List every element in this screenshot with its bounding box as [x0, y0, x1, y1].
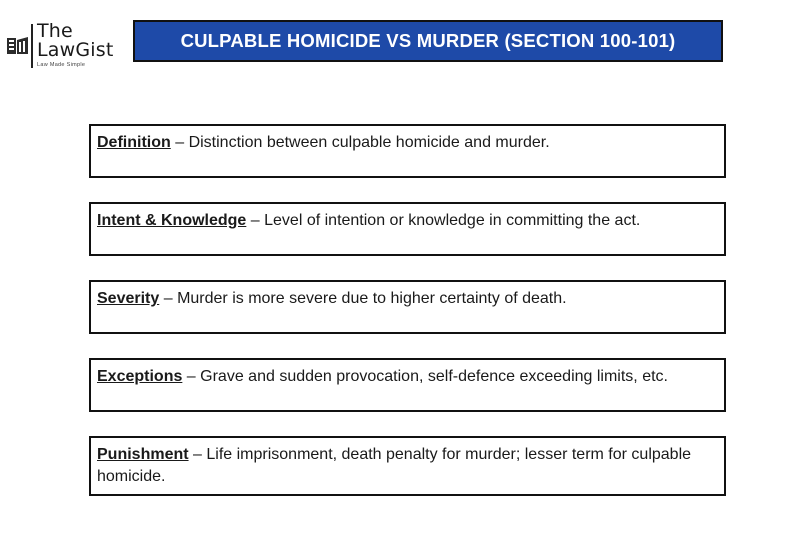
definition-card	[89, 124, 726, 178]
logo-wordmark	[37, 22, 114, 60]
title-banner	[133, 20, 723, 62]
brand-logo	[4, 22, 122, 72]
card-description: Distinction between culpable homicide and murder.	[188, 134, 550, 151]
card-description: Life imprisonment, death penalty for murder; lesser term for culpable homicide.	[97, 446, 692, 485]
card-separator: –	[182, 368, 201, 385]
card-description: Murder is more severe due to higher certainty of death.	[177, 290, 567, 307]
card-term: Punishment	[97, 446, 189, 463]
card-term: Definition	[97, 134, 171, 151]
punishment-card	[89, 436, 726, 496]
logo-tagline: Law Made Simple	[37, 62, 86, 68]
card-separator: –	[246, 212, 265, 229]
card-term: Intent & Knowledge	[97, 212, 247, 229]
card-separator: –	[170, 134, 189, 151]
card-description: Grave and sudden provocation, self-defence exceeding limits, etc.	[200, 368, 668, 385]
logo-line-2: LawGist	[37, 39, 114, 61]
page-title: CULPABLE HOMICIDE VS MURDER (SECTION 100-101)	[180, 30, 676, 51]
card-separator: –	[159, 290, 178, 307]
card-separator: –	[188, 446, 207, 463]
card-term: Exceptions	[97, 368, 183, 385]
exceptions-card	[89, 358, 726, 412]
logo-line-1: The	[37, 20, 73, 42]
book-building-icon	[6, 35, 30, 57]
intent-knowledge-card	[89, 202, 726, 256]
card-term: Severity	[97, 290, 160, 307]
severity-card	[89, 280, 726, 334]
card-description: Level of intention or knowledge in committing the act.	[264, 212, 641, 229]
logo-divider	[31, 24, 33, 68]
